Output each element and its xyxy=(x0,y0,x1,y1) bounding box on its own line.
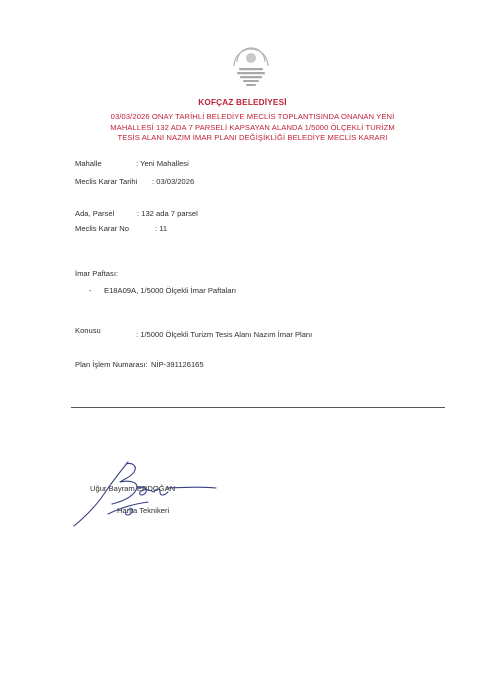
ada-parsel-value: : 132 ada 7 parsel xyxy=(137,209,198,218)
karar-no-label: Meclis Karar No xyxy=(75,224,130,233)
title-line-1: 03/03/2026 ONAY TARİHLİ BELEDİYE MECLİS TOPLANTISINDA ONANAN YENİ xyxy=(110,112,395,121)
document-title xyxy=(60,112,445,144)
plan-islem-value: NİP-391126165 xyxy=(151,360,204,369)
karar-tarihi-label: Meclis Karar Tarihi xyxy=(75,177,138,186)
konusu-label: Konusu xyxy=(75,326,101,335)
karar-no-value: : 11 xyxy=(155,224,168,233)
title-line-2: MAHALLESİ 132 ADA 7 PARSELİ KAPSAYAN ALANDA 1/5000 ÖLÇEKLİ TURİZM xyxy=(110,122,395,132)
konusu-value: : 1/5000 Ölçekli Turizm Tesis Alanı Nazım İmar Planı xyxy=(136,330,313,339)
separator-line xyxy=(71,407,445,408)
signatory-title: Harita Teknikeri xyxy=(117,506,170,515)
title-line-3: TESİS ALANI NAZIM İMAR PLANI DEĞİŞİKLİĞİ BELEDİYE MECLİS KARARI xyxy=(117,133,388,143)
imar-paftasi-bullet: - xyxy=(89,286,92,295)
plan-islem-label: Plan İşlem Numarası: xyxy=(75,360,148,369)
mahalle-label: Mahalle xyxy=(75,159,102,168)
handwritten-signature-icon xyxy=(68,458,228,534)
karar-tarihi-value: : 03/03/2026 xyxy=(152,177,195,186)
ada-parsel-label: Ada, Parsel xyxy=(75,209,115,218)
signatory-name: Uğur Bayram ERDOĞAN xyxy=(90,484,176,493)
organization-name: KOFÇAZ BELEDİYESİ xyxy=(198,98,287,107)
imar-paftasi-label: İmar Paftası: xyxy=(75,269,119,278)
imar-paftasi-item: E18A09A, 1/5000 Ölçekli İmar Paftaları xyxy=(104,286,237,295)
municipality-logo-icon xyxy=(231,44,271,90)
mahalle-value: : Yeni Mahallesi xyxy=(136,159,189,168)
